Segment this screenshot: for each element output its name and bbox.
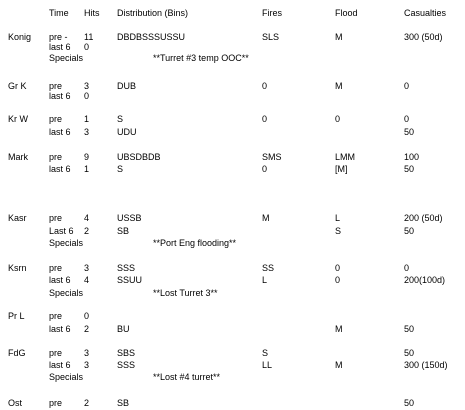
row-fires: 0	[262, 114, 268, 124]
row-casualties: 0	[404, 81, 410, 91]
row-fires: 0	[262, 164, 268, 174]
row-casualties: 50	[404, 226, 415, 236]
row-distribution: USSB	[117, 213, 142, 223]
row-distribution: SSS	[117, 263, 136, 273]
row-casualties: 0	[404, 263, 410, 273]
row-time: pre	[49, 311, 63, 321]
row-distribution: DBDBSSSUSSU	[117, 32, 186, 42]
header-fires: Fires	[262, 8, 282, 18]
row-fires: SS	[262, 263, 275, 273]
row-fires: S	[262, 348, 269, 358]
row-time: last 6	[49, 275, 71, 285]
row-hits: 3	[84, 127, 90, 137]
row-fires: SLS	[262, 32, 280, 42]
row-time: last 6	[49, 324, 71, 334]
row-flood: 0	[335, 263, 341, 273]
row-flood: LMM	[335, 152, 355, 162]
row-casualties: 300 (150d)	[404, 360, 448, 370]
row-hits: 4	[84, 213, 90, 223]
row-hits: 2	[84, 324, 90, 334]
row-distribution: SB	[117, 398, 130, 408]
row-distribution: SSS	[117, 360, 136, 370]
row-fires: L	[262, 275, 268, 285]
ship-name: Mark	[8, 152, 28, 162]
row-flood: [M]	[335, 164, 348, 174]
row-hits: 0	[84, 42, 90, 52]
row-hits: 2	[84, 398, 90, 408]
specials-label: Specials	[49, 288, 84, 298]
row-fires: SMS	[262, 152, 282, 162]
row-casualties: 50	[404, 348, 415, 358]
row-flood: M	[335, 81, 343, 91]
row-casualties: 50	[404, 127, 415, 137]
row-time: Last 6	[49, 226, 74, 236]
header-casualties: Casualties	[404, 8, 447, 18]
row-distribution: UDU	[117, 127, 137, 137]
ship-name: Ost	[8, 398, 23, 408]
header-distribution: Distribution (Bins)	[117, 8, 189, 18]
row-time: pre -	[49, 32, 68, 42]
ship-name: Ksrn	[8, 263, 27, 273]
row-casualties: 100	[404, 152, 420, 162]
specials-note: **Lost Turret 3**	[153, 288, 218, 298]
row-distribution: UBSDBDB	[117, 152, 161, 162]
ship-name: FdG	[8, 348, 26, 358]
ship-name: Pr L	[8, 311, 25, 321]
row-casualties: 50	[404, 324, 415, 334]
row-time: last 6	[49, 91, 71, 101]
row-flood: M	[335, 360, 343, 370]
row-fires: LL	[262, 360, 273, 370]
row-casualties: 50	[404, 164, 415, 174]
row-time: last 6	[49, 164, 71, 174]
row-distribution: DUB	[117, 81, 137, 91]
specials-label: Specials	[49, 372, 84, 382]
row-distribution: SBS	[117, 348, 136, 358]
row-fires: M	[262, 213, 270, 223]
row-time: last 6	[49, 360, 71, 370]
specials-note: **Turret #3 temp OOC**	[153, 53, 249, 63]
row-time: last 6	[49, 42, 71, 52]
row-time: pre	[49, 152, 63, 162]
header-flood: Flood	[335, 8, 358, 18]
row-hits: 3	[84, 81, 90, 91]
row-distribution: SB	[117, 226, 130, 236]
row-casualties: 300 (50d)	[404, 32, 443, 42]
row-distribution: SSUU	[117, 275, 143, 285]
row-hits: 1	[84, 164, 90, 174]
row-time: pre	[49, 213, 63, 223]
row-hits: 4	[84, 275, 90, 285]
row-casualties: 0	[404, 114, 410, 124]
row-fires: 0	[262, 81, 268, 91]
ship-name: Kasr	[8, 213, 27, 223]
row-hits: 1	[84, 114, 90, 124]
row-hits: 3	[84, 348, 90, 358]
row-distribution: S	[117, 114, 124, 124]
row-flood: S	[335, 226, 342, 236]
row-time: pre	[49, 114, 63, 124]
ship-name: Gr K	[8, 81, 27, 91]
row-hits: 0	[84, 311, 90, 321]
row-flood: M	[335, 32, 343, 42]
header-hits: Hits	[84, 8, 100, 18]
row-hits: 3	[84, 360, 90, 370]
row-hits: 2	[84, 226, 90, 236]
row-flood: 0	[335, 114, 341, 124]
ship-name: Kr W	[8, 114, 28, 124]
row-flood: 0	[335, 275, 341, 285]
ship-name: Konig	[8, 32, 32, 42]
row-casualties: 200(100d)	[404, 275, 446, 285]
row-time: pre	[49, 398, 63, 408]
row-hits: 9	[84, 152, 90, 162]
row-casualties: 50	[404, 398, 415, 408]
row-time: pre	[49, 263, 63, 273]
specials-note: **Lost #4 turret**	[153, 372, 221, 382]
row-flood: M	[335, 324, 343, 334]
specials-label: Specials	[49, 53, 84, 63]
row-flood: L	[335, 213, 341, 223]
row-hits: 11	[84, 32, 94, 42]
row-time: last 6	[49, 127, 71, 137]
row-time: pre	[49, 81, 63, 91]
row-hits: 0	[84, 91, 90, 101]
row-distribution: S	[117, 164, 124, 174]
row-casualties: 200 (50d)	[404, 213, 443, 223]
header-time: Time	[49, 8, 69, 18]
specials-label: Specials	[49, 238, 84, 248]
row-hits: 3	[84, 263, 90, 273]
specials-note: **Port Eng flooding**	[153, 238, 237, 248]
row-time: pre	[49, 348, 63, 358]
row-distribution: BU	[117, 324, 130, 334]
